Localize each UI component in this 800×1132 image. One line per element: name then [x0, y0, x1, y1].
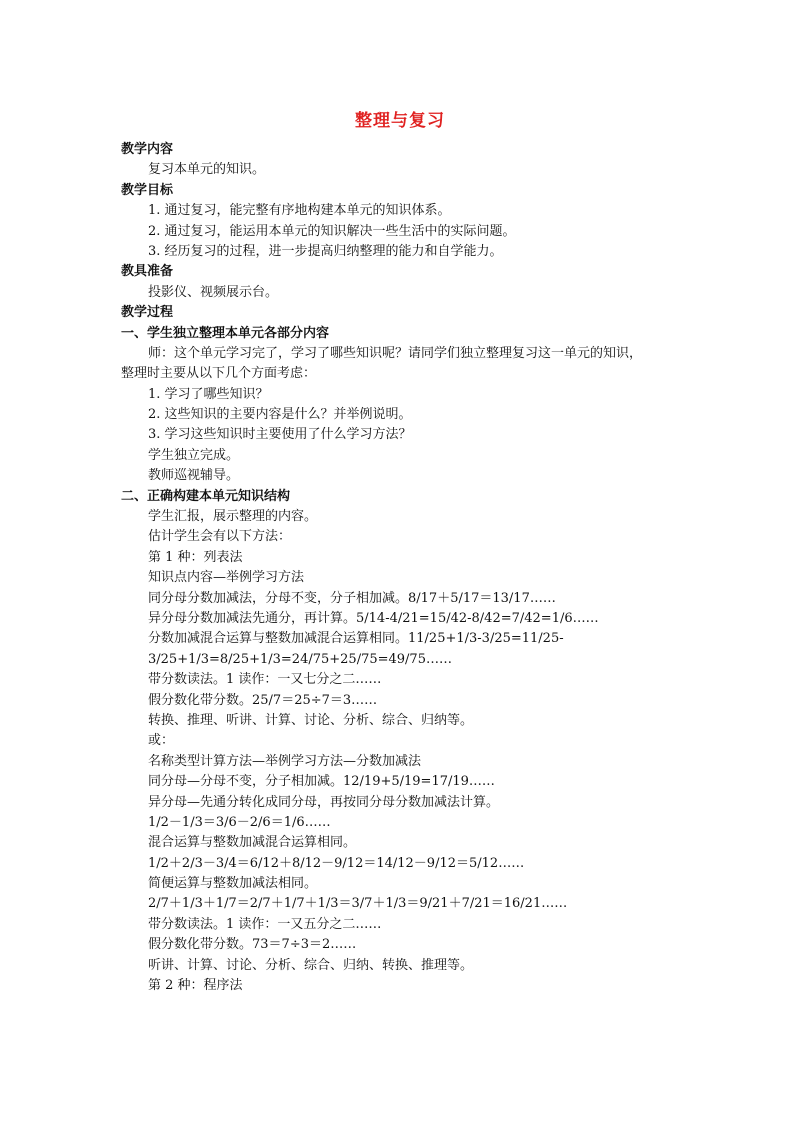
text-line: 师：这个单元学习完了，学习了哪些知识呢？请同学们独立整理复习这一单元的知识，: [148, 345, 643, 361]
text-line: 1/2＋2/3－3/4＝6/12＋8/12－9/12＝14/12－9/12＝5/12……: [148, 855, 525, 871]
text-line: 简便运算与整数加减法相同。: [148, 876, 318, 892]
text-line: 1. 学习了哪些知识？: [148, 386, 269, 402]
text-line: 异分母分数加减法先通分，再计算。5/14-4/21=15/42-8/42=7/42=1/6……: [148, 610, 599, 626]
text-line: 带分数读法。1 读作：一又七分之二……: [148, 672, 382, 688]
text-line: 混合运算与整数加减混合运算相同。: [148, 835, 357, 851]
text-line: 3. 经历复习的过程，进一步提高归纳整理的能力和自学能力。: [148, 243, 503, 259]
text-line: 2/7＋1/3＋1/7＝2/7＋1/7＋1/3＝3/7＋1/3＝9/21＋7/21＝16/21……: [148, 896, 568, 912]
text-line: 整理时主要从以下几个方面考虑：: [121, 366, 317, 382]
text-line: 听讲、计算、讨论、分析、综合、归纳、转换、推理等。: [148, 957, 474, 973]
text-line: 或：: [148, 733, 175, 749]
text-line: 转换、推理、听讲、计算、讨论、分析、综合、归纳等。: [148, 712, 474, 728]
text-line: 同分母分数加减法，分母不变，分子相加减。8/17＋5/17＝13/17……: [148, 590, 556, 606]
text-line: 2. 这些知识的主要内容是什么？并举例说明。: [148, 407, 412, 423]
text-line: 学生汇报，展示整理的内容。: [148, 509, 318, 525]
text-line: 3. 学习这些知识时主要使用了什么学习方法？: [148, 427, 412, 443]
section-heading: 教具准备: [121, 264, 174, 280]
text-line: 复习本单元的知识。: [148, 162, 266, 178]
document-body: [121, 140, 681, 996]
text-line: 1. 通过复习，能完整有序地构建本单元的知识体系。: [148, 203, 451, 219]
text-line: 第 1 种：列表法: [148, 549, 243, 565]
section-heading: 教学目标: [121, 182, 174, 198]
section-heading: 教学内容: [121, 142, 174, 157]
text-line: 假分数化带分数。25/7＝25÷7＝3……: [148, 692, 378, 708]
text-line: 分数加减混合运算与整数加减混合运算相同。11/25+1/3-3/25=11/25-: [148, 631, 564, 647]
text-line: 3/25+1/3=8/25+1/3=24/75+25/75=49/75……: [148, 651, 452, 667]
text-line: 第 2 种：程序法: [148, 978, 243, 994]
document-title: 整理与复习: [355, 111, 445, 131]
section-heading: 教学过程: [121, 305, 174, 321]
text-line: 学生独立完成。: [148, 447, 240, 463]
section-heading: 二、正确构建本单元知识结构: [121, 488, 291, 504]
section-heading: 一、学生独立整理本单元各部分内容: [121, 325, 330, 341]
text-line: 教师巡视辅导。: [148, 468, 240, 484]
text-line: 同分母—分母不变，分子相加减。12/19+5/19=17/19……: [148, 774, 495, 790]
text-line: 1/2－1/3＝3/6－2/6＝1/6……: [148, 814, 331, 830]
text-line: 知识点内容—举例学习方法: [148, 570, 305, 586]
text-line: 投影仪、视频展示台。: [148, 284, 279, 300]
text-line: 名称类型计算方法—举例学习方法—分数加减法: [148, 753, 422, 769]
text-line: 估计学生会有以下方法：: [148, 529, 292, 545]
text-line: 带分数读法。1 读作：一又五分之二……: [148, 916, 382, 932]
text-line: 异分母—先通分转化成同分母，再按同分母分数加减法计算。: [148, 794, 500, 810]
text-line: 假分数化带分数。73＝7÷3＝2……: [148, 937, 357, 953]
text-line: 2. 通过复习，能运用本单元的知识解决一些生活中的实际问题。: [148, 223, 516, 239]
